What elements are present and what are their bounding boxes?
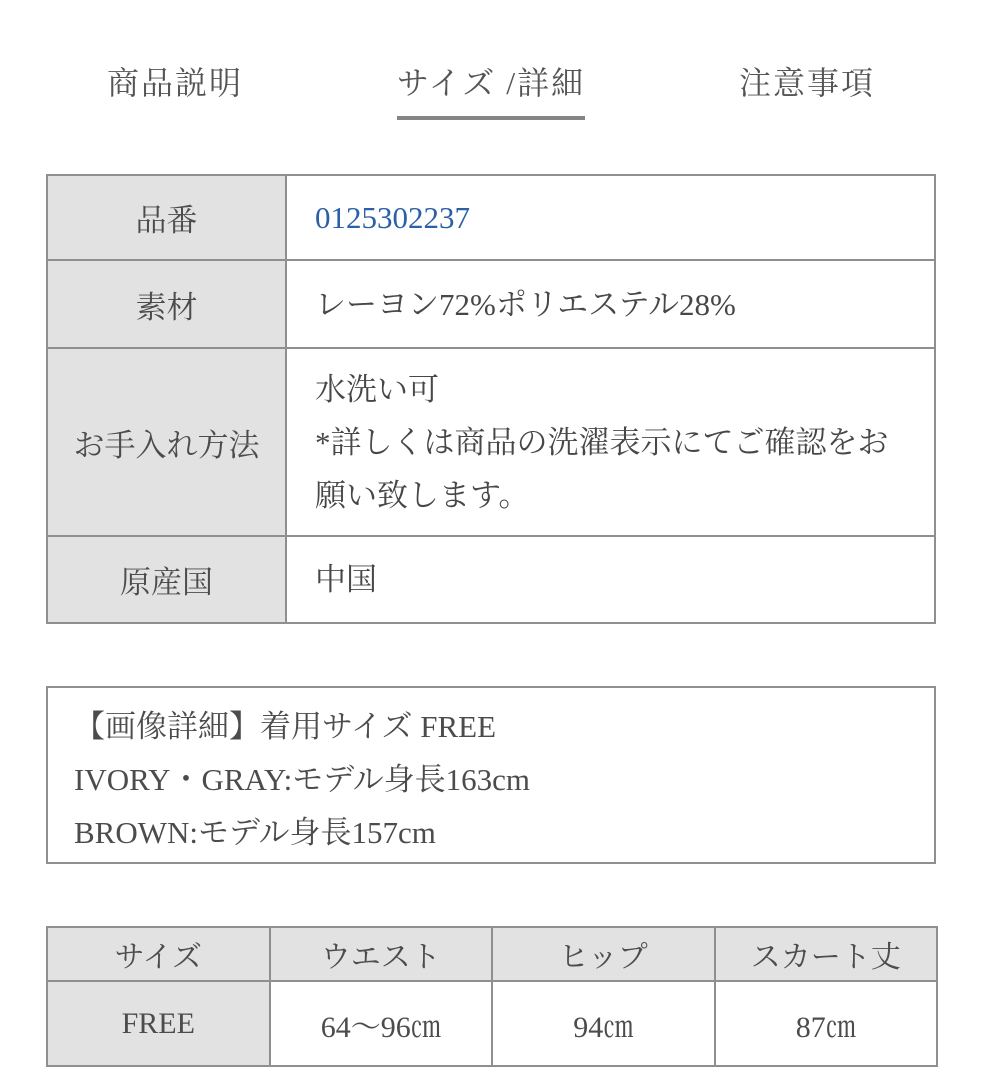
spec-table <box>46 174 936 624</box>
spec-value-care <box>286 348 935 536</box>
spec-label-origin: 原産国 <box>47 536 286 623</box>
size-cell-hip: 94㎝ <box>492 981 715 1066</box>
size-cell-waist: 64〜96㎝ <box>270 981 493 1066</box>
spec-label-care: お手入れ方法 <box>47 348 286 536</box>
spec-value-product-number <box>286 175 935 260</box>
spec-row-product-number <box>47 175 935 260</box>
spec-label-material: 素材 <box>47 260 286 348</box>
care-line-washable: 水洗い可 <box>315 371 439 407</box>
size-table-row-free <box>47 981 937 1066</box>
size-table-header-row <box>47 927 937 981</box>
tab-product-description[interactable]: 商品説明 <box>106 65 243 101</box>
size-cell-skirt-length: 87㎝ <box>715 981 938 1066</box>
spec-value-material: レーヨン72%ポリエステル28% <box>286 260 935 348</box>
info-line-brown-model: BROWN:モデル身長157cm <box>74 815 436 850</box>
size-cell-size: FREE <box>47 981 270 1066</box>
tab-bar <box>0 0 982 120</box>
spec-row-care <box>47 348 935 536</box>
size-table <box>46 926 938 1067</box>
info-line-ivory-gray-model: IVORY・GRAY:モデル身長163cm <box>74 762 531 797</box>
spec-value-origin: 中国 <box>286 536 935 623</box>
image-detail-box <box>46 686 936 864</box>
spec-label-product-number: 品番 <box>47 175 286 260</box>
size-header-waist: ウエスト <box>270 927 493 981</box>
size-header-size: サイズ <box>47 927 270 981</box>
care-line-note: *詳しくは商品の洗濯表示にてご確認をお願い致します。 <box>315 424 889 513</box>
size-header-hip: ヒップ <box>492 927 715 981</box>
spec-row-origin <box>47 536 935 623</box>
product-number-link[interactable]: 0125302237 <box>315 200 470 235</box>
tab-precautions[interactable]: 注意事項 <box>739 65 876 101</box>
info-line-wearing-size: 【画像詳細】着用サイズ FREE <box>74 709 497 744</box>
spec-row-material <box>47 260 935 348</box>
tab-size-details[interactable]: サイズ /詳細 <box>397 58 585 120</box>
size-header-skirt-length: スカート丈 <box>715 927 938 981</box>
